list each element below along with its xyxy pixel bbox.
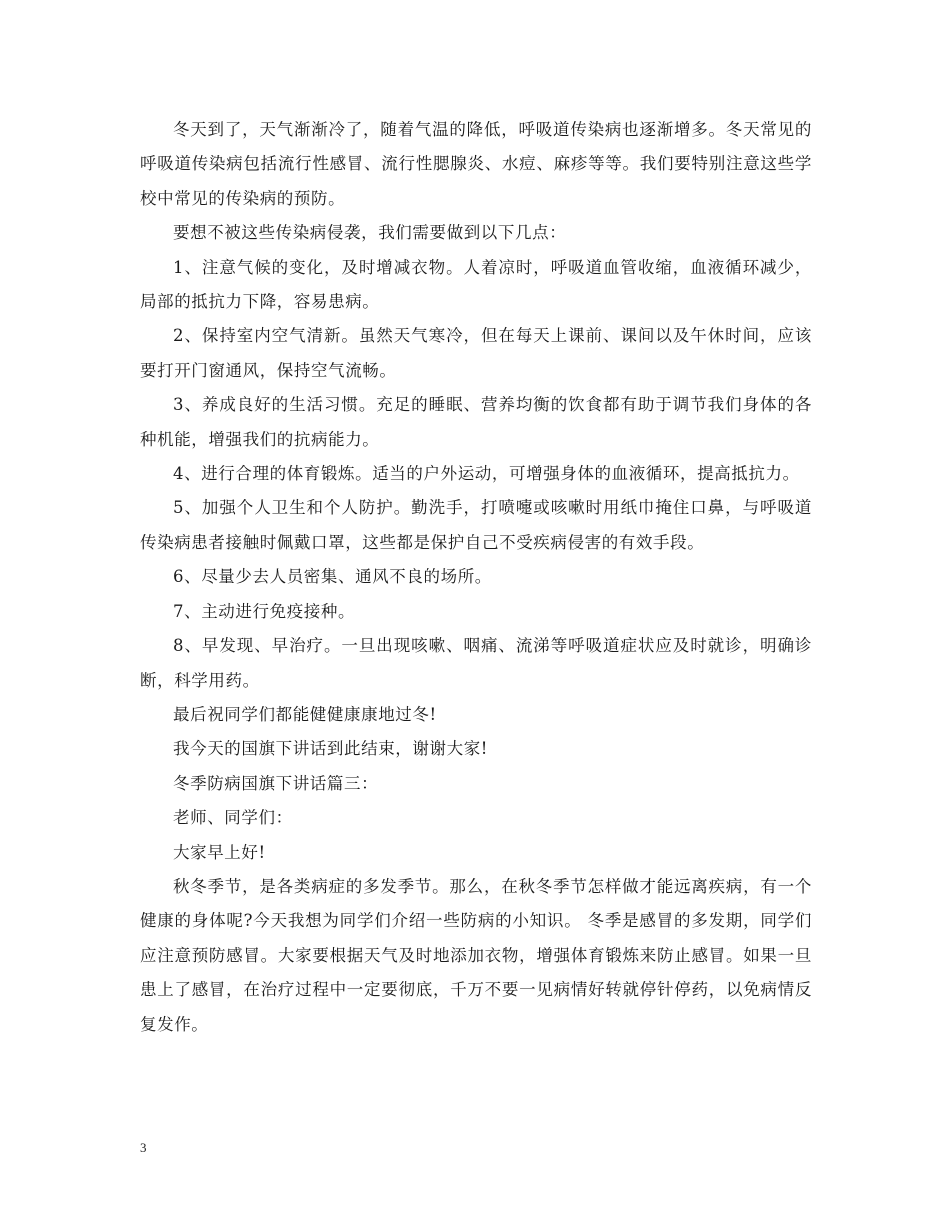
paragraph: 2、保持室内空气清新。虽然天气寒冷，但在每天上课前、课间以及午休时间，应该要打开门窗通风，保持空气流畅。: [140, 326, 812, 380]
paragraph: 8、早发现、早治疗。一旦出现咳嗽、咽痛、流涕等呼吸道症状应及时就诊，明确诊断，科学用药。: [140, 636, 812, 690]
paragraph: 6、尽量少去人员密集、通风不良的场所。: [173, 567, 492, 587]
greeting: 大家早上好!: [173, 842, 266, 862]
paragraph: 4、进行合理的体育锻炼。适当的户外运动，可增强身体的血液循环，提高抵抗力。: [173, 464, 800, 484]
paragraph: 秋冬季节，是各类病症的多发季节。那么，在秋冬季节怎样做才能远离疾病，有一个健康的身体呢?今天我想为同学们介绍一些防病的小知识。 冬季是感冒的多发期，同学们应注意预防感冒。大家要根据天气及时地添加衣物，增强体育锻炼来防止感冒。如果一旦患上了感冒，在治疗过程中一定要彻底，千万不要一见病情好转就停针停药，以免病情反复发作。: [140, 876, 812, 1034]
paragraph: 1、注意气候的变化，及时增减衣物。人着凉时，呼吸道血管收缩，血液循环减少，局部的抵抗力下降，容易患病。: [140, 257, 812, 312]
section-heading: 冬季防病国旗下讲话篇三：: [173, 773, 379, 793]
paragraph: 5、加强个人卫生和个人防护。勤洗手，打喷嚏或咳嗽时用纸巾掩住口鼻，与呼吸道传染病患者接触时佩戴口罩，这些都是保护自己不受疾病侵害的有效手段。: [140, 498, 812, 552]
paragraph: 我今天的国旗下讲话到此结束，谢谢大家!: [173, 739, 489, 759]
paragraph: 要想不被这些传染病侵袭，我们需要做到以下几点：: [173, 223, 567, 243]
paragraph: 冬天到了，天气渐渐冷了，随着气温的降低，呼吸道传染病也逐渐增多。冬天常见的呼吸道传染病包括流行性感冒、流行性腮腺炎、水痘、麻疹等等。我们要特别注意这些学校中常见的传染病的预防。: [140, 120, 812, 208]
salutation: 老师、同学们：: [173, 808, 293, 828]
paragraph: 最后祝同学们都能健健康康地过冬!: [173, 704, 437, 724]
document-body: [140, 113, 812, 1042]
page-number: 3: [140, 1140, 147, 1155]
paragraph: 7、主动进行免疫接种。: [173, 601, 356, 621]
paragraph: 3、养成良好的生活习惯。充足的睡眠、营养均衡的饮食都有助于调节我们身体的各种机能，增强我们的抗病能力。: [140, 395, 812, 449]
